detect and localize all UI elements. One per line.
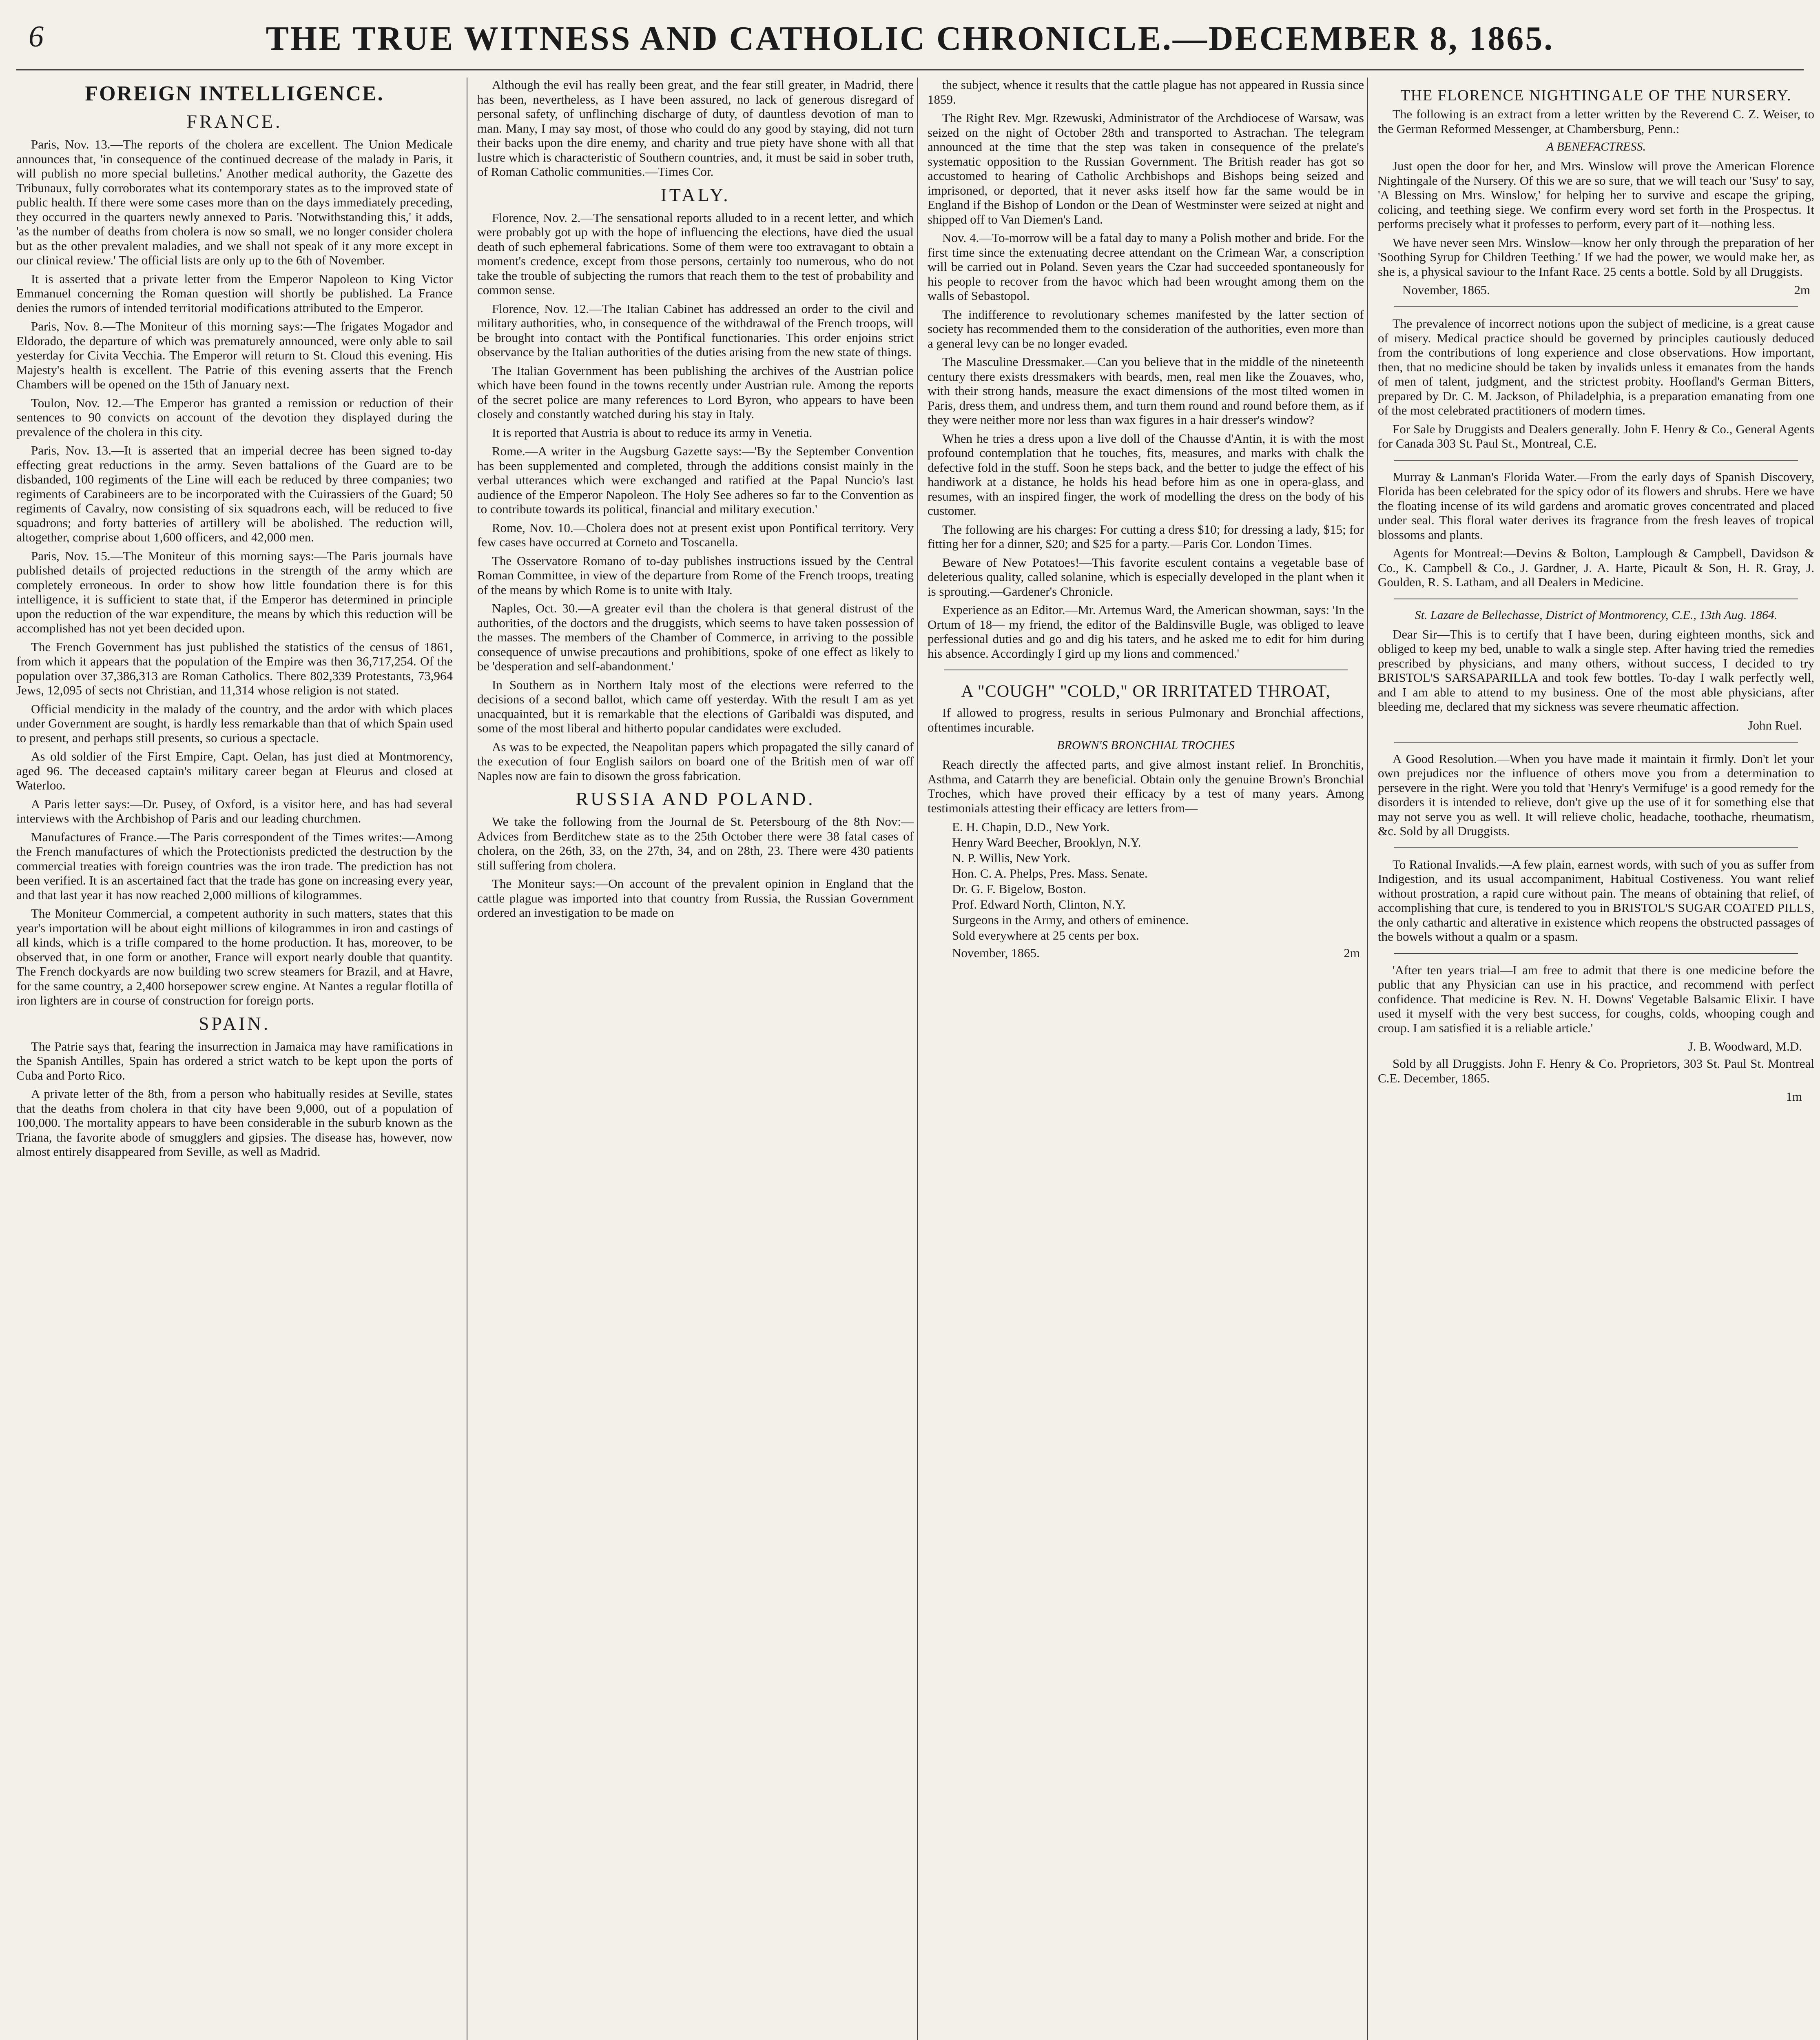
list-item: Prof. Edward North, Clinton, N.Y.: [952, 897, 1126, 911]
article-paragraph: Naples, Oct. 30.—A greater evil than the cholera is that general distrust of the authorities, of the doctors and the druggists, which seems to have taken possession of the masses. The members of the Chamber of Commerce, in arriving to the possible consequence of unwise precautions and prohibitions, spoke of one effect as likely to be 'desperation and self-abandonment.': [477, 601, 914, 673]
article-paragraph: Experience as an Editor.—Mr. Artemus Ward, the American showman, says: 'In the Ortum of 18— my friend, the editor of the Baldinsville Bugle, was obliged to leave perfessional duties and go and dig his taters, and he asked me to edit for him during his absence. Accordingly I gird up my lions and commenced.': [928, 603, 1364, 661]
ad-footer: [1402, 283, 1810, 297]
ad-paragraph: Agents for Montreal:—Devins & Bolton, Lamplough & Campbell, Davidson & Co., K. Campbell & Co., J. Gardner, J. A. Harte, Picault & Son, H. R. Gray, J. Goulden, R. S. Latham, and all Dealers in Medicine.: [1378, 546, 1814, 589]
article-paragraph: As was to be expected, the Neapolitan papers which propagated the silly canard of the execution of four English sailors on board one of the British men of war off Naples now are fain to disown the gross fabrication.: [477, 739, 914, 783]
article-paragraph: Florence, Nov. 2.—The sensational reports alluded to in a recent letter, and which were probably got up with the hope of influencing the elections, have died the usual death of such ephemeral fabrications. Some of them were too extravagant to obtain a moment's credence, except from those persons, certainly too numerous, who do not take the trouble of subjecting the rumors that reach them to the test of probability and common sense.: [477, 210, 914, 297]
heading-russia-and-poland: RUSSIA AND POLAND.: [576, 788, 815, 809]
testimonial-list: [952, 819, 1364, 943]
article-paragraph: Although the evil has really been great, and the fear still greater, in Madrid, there has been, nevertheless, as I have been assured, no lack of generous disregard of personal safety, of unflinching discharge of duty, of dauntless devotion of man to man. Many, I may say most, of those who could do any good by staying, did not turn their backs upon the dire enemy, and charity and true piety have shone with all that lustre which is characteristic of Southern countries, and, it must be said in sober truth, of Roman Catholic communities.—Times Cor.: [477, 78, 914, 179]
article-paragraph: Paris, Nov. 8.—The Moniteur of this morning says:—The frigates Mogador and Eldorado, the departure of which was prematurely announced, were only able to sail yesterday for Civita Vecchia. The Emperor will return to St. Cloud this evening. His Majesty's health is excellent. The Patrie of this evening asserts that the French Chambers will be opened on the 15th of January next.: [16, 319, 453, 391]
article-paragraph: It is asserted that a private letter from the Emperor Napoleon to King Victor Emmanuel concerning the Roman question will shortly be published. La France denies the rumors of intended territorial modifications attributed to the Emperor.: [16, 271, 453, 315]
ad-paragraph: To Rational Invalids.—A few plain, earnest words, with such of you as suffer from Indigestion, and its usual accompaniment, Habitual Costiveness. You want relief without prostration, a rapid cure without pain. The means of obtaining that relief, of accomplishing that cure, is tendered to you in BRISTOL'S SUGAR COATED PILLS, the only cathartic and alterative in existence which reopens the obstructed passages of the bowels without a qualm or a spasm.: [1378, 857, 1814, 944]
column-1: [16, 78, 453, 2040]
article-paragraph: The Osservatore Romano of to-day publishes instructions issued by the Central Roman Committee, in view of the departure from Rome of the French troops, treating of the means by which Rome is to unite with Italy.: [477, 553, 914, 597]
article-paragraph: The Moniteur says:—On account of the prevalent opinion in England that the cattle plague was imported into that country from Russia, the Russian Government ordered an investigation to be made on: [477, 876, 914, 920]
divider: [1394, 847, 1798, 848]
column-2: [467, 78, 914, 2040]
article-paragraph: The Masculine Dressmaker.—Can you believe that in the middle of the nineteenth century there exists dressmakers with beards, men, real men like the Zouaves, who, with their strong hands, measure the exact dimensions of the most tilted women in Paris, dress them, and undress them, and turn them round and round before them, as if they were neither more nor less than wax figures in a hair dresser's window?: [928, 355, 1364, 427]
article-paragraph: The indifference to revolutionary schemes manifested by the latter section of society has recommended them to the consideration of the authorities, even more than a general levy can be no longer evaded.: [928, 307, 1364, 350]
article-paragraph: It is reported that Austria is about to reduce its army in Venetia.: [492, 425, 813, 440]
heading-italy: ITALY.: [660, 184, 731, 205]
list-item: Surgeons in the Army, and others of eminence.: [952, 913, 1189, 927]
ad-paragraph: Just open the door for her, and Mrs. Winslow will prove the American Florence Nightingale of the Nursery. Of this we are so sure, that we will teach our 'Susy' to say, 'A Blessing on Mrs. Winslow,' for helping her to survive and escape the griping, colicing, and teething siege. We confirm every word set forth in the Prospectus. It performs precisely what it professes to perform, every part of it—nothing less.: [1378, 159, 1814, 231]
ad-code: 1m: [1786, 1089, 1802, 1104]
newspaper-title: THE TRUE WITNESS AND CATHOLIC CHRONICLE.—DECEMBER 8, 1865.: [266, 20, 1554, 58]
article-paragraph: The Italian Government has been publishing the archives of the Austrian police which have been found in the towns recently under Austrian rule. Among the reports of the secret police are many references to Lord Byron, who appears to have been closely and constantly watched during his stay in Italy.: [477, 363, 914, 421]
list-item: Sold everywhere at 25 cents per box.: [952, 928, 1139, 942]
ad-paragraph: The following is an extract from a letter written by the Reverend C. Z. Weiser, to the German Reformed Messenger, at Chambersburg, Penn.:: [1378, 107, 1814, 136]
column-4: [1367, 78, 1814, 2040]
ad-paragraph: For Sale by Druggists and Dealers generally. John F. Henry & Co., General Agents for Canada 303 St. Paul St., Montreal, C.E.: [1378, 421, 1814, 450]
masthead: [16, 8, 1804, 71]
ad-paragraph: Murray & Lanman's Florida Water.—From the early days of Spanish Discovery, Florida has been celebrated for the spicy odor of its flowers and shrubs. Here we have the floating incense of its wild gardens and aromatic groves concentrated and placed under seal. This floral water derives its fragrance from the fresh leaves of tropical blossoms and plants.: [1378, 469, 1814, 542]
section-title-foreign-intelligence: FOREIGN INTELLIGENCE.: [85, 82, 384, 105]
list-item: Dr. G. F. Bigelow, Boston.: [952, 882, 1086, 896]
ad-paragraph: If allowed to progress, results in serious Pulmonary and Bronchial affections, oftentimes incurable.: [928, 705, 1364, 734]
ad-paragraph: We have never seen Mrs. Winslow—know her only through the preparation of her 'Soothing Syrup for Children Teething.' If we had the power, we would make her, as she is, a physical saviour to the Infant Race. 25 cents a bottle. Sold by all Druggists.: [1378, 235, 1814, 279]
ad-date: November, 1865.: [1402, 283, 1490, 297]
heading-france: FRANCE.: [186, 111, 283, 132]
ad-paragraph: Sold by all Druggists. John F. Henry & Co. Proprietors, 303 St. Paul St. Montreal C.E. December, 1865.: [1378, 1056, 1814, 1085]
newspaper-page: [16, 8, 1814, 2040]
article-paragraph: A private letter of the 8th, from a person who habitually resides at Seville, states that the deaths from cholera in that city have been 9,000, out of a population of 100,000. The mortality appears to have been considerable in the suburb known as the Triana, the favorite abode of smugglers and gipsies. The disease has, however, now almost entirely disappeared from Seville, as well as Madrid.: [16, 1087, 453, 1159]
article-paragraph: The French Government has just published the statistics of the census of 1861, from which it appears that the population of the Empire was then 36,717,254. Of the population over 37,386,313 are Roman Catholics. There 802,339 Protestants, 73,964 Jews, 12,095 of sects not Christian, and 11,314 whose religion is not stated.: [16, 639, 453, 697]
article-paragraph: When he tries a dress upon a live doll of the Chausse d'Antin, it is with the most profound contemplation that he touches, fits, measures, and marks with chalk the defective fold in the stuff. Soon he steps back, and the better to judge the effect of his handiwork at a distance, he holds his head before him as one in opera-glass, and resumes, with an inspired finger, the work of modelling the dress on the body of his customer.: [928, 431, 1364, 518]
article-paragraph: The Right Rev. Mgr. Rzewuski, Administrator of the Archdiocese of Warsaw, was seized on the night of October 28th and transported to Astrachan. The telegram announced at the time that the step was taken in consequence of the prelate's systematic opposition to the Russian Government. The British reader has got so accustomed to hearing of Catholic Archbishops and Bishops being seized and imprisoned, or deported, that it never asks itself how far the same would be in England if the Bishop of London or the Dean of Westminster were seized at night and shipped off to Van Diemen's Land.: [928, 111, 1364, 226]
columns: [16, 78, 1814, 2040]
ad-paragraph: The prevalence of incorrect notions upon the subject of medicine, is a great cause of misery. Medical practice should be governed by principles cautiously deduced from the contributions of long experience and close observations. How important, then, that no medicine should be taken by invalids unless it emanates from the hands of men of talent, judgment, and the strictest probity. Hoofland's German Bitters, prepared by Dr. C. M. Jackson, of Philadelphia, is a preparation emanating from one of the most celebrated practitioners of modern times.: [1378, 316, 1814, 417]
ad-title-florence-nightingale: THE FLORENCE NIGHTINGALE OF THE NURSERY.: [1400, 87, 1792, 104]
ad-date: November, 1865.: [952, 946, 1040, 960]
article-paragraph: Florence, Nov. 12.—The Italian Cabinet has addressed an order to the civil and military authorities, who, in consequence of the withdrawal of the French troops, will be brought into contact with the Pontifical functionaries. This order enjoins strict observance by the Italian authorities of the duties arising from the new state of things.: [477, 301, 914, 359]
list-item: N. P. Willis, New York.: [952, 851, 1071, 865]
signature: John Ruel.: [1748, 718, 1802, 732]
ad-subtitle-brown-troches: BROWN'S BRONCHIAL TROCHES: [1057, 738, 1235, 752]
article-paragraph: The following are his charges: For cutting a dress $10; for dressing a lady, $15; for fitting her for a dinner, $20; and $25 for a party.—Paris Cor. London Times.: [928, 522, 1364, 551]
ad-paragraph: Dear Sir—This is to certify that I have been, during eighteen months, sick and obliged to keep my bed, unable to walk a single step. After having tried the remedies prescribed by physicians, and many others, without success, I decided to try BRISTOL'S SARSAPARILLA and took few bottles. To-day I walk perfectly well, and I am able to attend to my business. One of the most able physicians, after bleeding me, declared that my sickness was severe rheumatic affection.: [1378, 627, 1814, 714]
ad-subtitle-benefactress: A BENEFACTRESS.: [1546, 140, 1646, 153]
article-paragraph: Rome.—A writer in the Augsburg Gazette says:—'By the September Convention has been supplemented and completed, through the additions consist mainly in the verbal utterances which were exchanged and ratified at the Papal Nuncio's last audience of the Emperor Napoleon. The Holy See adheres so far to the Convention as to contribute towards its political, financial and military execution.': [477, 444, 914, 516]
article-paragraph: A Paris letter says:—Dr. Pusey, of Oxford, is a visitor here, and has had several interviews with the Archbishop of Paris and our leading churchmen.: [16, 796, 453, 825]
ad-paragraph: A Good Resolution.—When you have made it maintain it firmly. Don't let your own prejudices nor the influence of others move you from a determination to persevere in the right. Were you told that 'Henry's Vermifuge' is a good remedy for the disorders it is intended to relieve, don't give up the use of it for something else that may not serve you as well. It will relieve cholic, headache, toothache, rheumatism, &c. Sold by all Druggists.: [1378, 751, 1814, 838]
article-paragraph: Manufactures of France.—The Paris correspondent of the Times writes:—Among the French manufactures of which the Protectionists predicted the destruction by the commercial treaties with foreign countries was the iron trade. The prediction has not been verified. It is an ascertained fact that the trade has gone on increasing every year, and that last year it has now reached 2,000 millions of kilogrammes.: [16, 829, 453, 902]
article-paragraph: Rome, Nov. 10.—Cholera does not at present exist upon Pontifical territory. Very few cases have occurred at Corneto and Toscanella.: [477, 520, 914, 549]
article-paragraph: Toulon, Nov. 12.—The Emperor has granted a remission or reduction of their sentences to 90 convicts on account of the devotion they displayed during the prevalence of the cholera in this city.: [16, 395, 453, 439]
ad-title-cough-cold: A "COUGH" "COLD," OR IRRITATED THROAT,: [961, 682, 1331, 701]
article-paragraph: As old soldier of the First Empire, Capt. Oelan, has just died at Montmorency, aged 96. The deceased captain's military career began at Fleurus and closed at Waterloo.: [16, 749, 453, 792]
divider: [1394, 953, 1798, 954]
column-3: [917, 78, 1364, 2040]
page-number: 6: [29, 20, 44, 53]
article-paragraph: The Moniteur Commercial, a competent authority in such matters, states that this year's importation will be about eight millions of kilogrammes in iron and castings of all kinds, which is a trifle compared to the home production. It has, moreover, to be observed that, in one form or another, France will export nearly double that quantity. The French dockyards are now building two screw steamers for Brazil, and at Havre, for the same country, a 2,400 horsepower screw engine. At Nantes a regular flotilla of iron lighters are in course of construction for foreign ports.: [16, 906, 453, 1007]
list-item: E. H. Chapin, D.D., New York.: [952, 820, 1110, 834]
article-paragraph: We take the following from the Journal de St. Petersbourg of the 8th Nov:—Advices from Berditchew state as to the 25th October there were 38 fatal cases of cholera, on the 26th, 33, on the 27th, 34, and on 28th, 23. There were 430 patients still suffering from cholera.: [477, 814, 914, 872]
article-paragraph: Paris, Nov. 15.—The Moniteur of this morning says:—The Paris journals have published details of projected reductions in the strength of the army which are completely erroneous. In order to show how little foundation there is for this intelligence, it is sufficient to state that, if the Emperor has determined in principle upon the reduction of the war expenditure, the means by which this reduction will be accomplished has not yet been decided upon.: [16, 548, 453, 635]
divider: [1394, 306, 1798, 307]
article-paragraph: Paris, Nov. 13.—It is asserted that an imperial decree has been signed to-day effecting great reductions in the army. Seven battalions of the Guard are to be disbanded, 100 regiments of the Line will each be reduced by three companies; two regiments of Carabineers are to be incorporated with the Cuirassiers of the Guard; 50 regiments of Cavalry, now consisting of six squadrons each, will be reduced to five squadrons; and forty batteries of artillery will be abolished. The reduction will, altogether, comprise about 1,600 officers, and 42,000 men.: [16, 443, 453, 544]
divider: [1394, 460, 1798, 461]
ad-paragraph: 'After ten years trial—I am free to admit that there is one medicine before the public that any Physician can use in his practice, and recommend with perfect confidence. That medicine is Rev. N. H. Downs' Vegetable Balsamic Elixir. I have used it myself with the very best success, for coughs, colds, whooping cough and croup. I am satisfied it is a reliable article.': [1378, 962, 1814, 1035]
divider: [1394, 742, 1798, 743]
article-paragraph: Official mendicity in the malady of the country, and the ardor with which places under Government are sought, is hardly less remarkable than that of which Spain used to present, and perhaps still presents, so curious a spectacle.: [16, 701, 453, 745]
heading-spain: SPAIN.: [198, 1013, 271, 1034]
article-paragraph: The Patrie says that, fearing the insurrection in Jamaica may have ramifications in the Spanish Antilles, Spain has ordered a strict watch to be kept upon the ports of Cuba and Porto Rico.: [16, 1039, 453, 1082]
article-paragraph: Nov. 4.—To-morrow will be a fatal day to many a Polish mother and bride. For the first time since the extenuating decree attendant on the Crimean War, a conscription will be carried out in Poland. Seven years the Czar had succeeded spontaneously for his people to recover from the havoc which had been wrought among them on the walls of Sebastopol.: [928, 231, 1364, 303]
article-paragraph: In Southern as in Northern Italy most of the elections were referred to the decisions of a second ballot, which came off yesterday. With the result I am as yet unacquainted, but it is remarkable that the elections of Garibaldi was disputed, and some of the most liberal and hitherto popular candidates were excluded.: [477, 677, 914, 735]
list-item: Henry Ward Beecher, Brooklyn, N.Y.: [952, 835, 1141, 849]
ad-code: 2m: [1794, 283, 1810, 297]
signature: J. B. Woodward, M.D.: [1688, 1039, 1802, 1053]
ad-place-dateline: St. Lazare de Bellechasse, District of Montmorency, C.E., 13th Aug. 1864.: [1415, 608, 1778, 622]
article-paragraph: Paris, Nov. 13.—The reports of the cholera are excellent. The Union Medicale announces that, 'in consequence of the continued decrease of the malady in Paris, it will publish no more special bulletins.' Another medical authority, the Gazette des Tribunaux, fully corroborates what its contemporary states as to the improved state of public health. If there were some cases more than on the days immediately preceding, they occurred in the quarters newly annexed to Paris. 'Notwithstanding this,' it adds, 'as the number of deaths from cholera is now so small, we no longer consider cholera but as the other prevalent maladies, and we shall not speak of it any more except in our clinical review.' The official lists are only up to the 6th of November.: [16, 137, 453, 267]
ad-paragraph: Reach directly the affected parts, and give almost instant relief. In Bronchitis, Asthma, and Catarrh they are beneficial. Obtain only the genuine Brown's Bronchial Troches, which have proved their efficacy by a test of many years. Among testimonials attesting their efficacy are letters from—: [928, 757, 1364, 815]
ad-code: 2m: [1344, 946, 1360, 960]
article-paragraph: the subject, whence it results that the cattle plague has not appeared in Russia since 1859.: [928, 78, 1364, 106]
ad-footer: [952, 946, 1360, 960]
list-item: Hon. C. A. Phelps, Pres. Mass. Senate.: [952, 866, 1148, 880]
article-paragraph: Beware of New Potatoes!—This favorite esculent contains a vegetable base of deleterious quality, called solanine, which is especially developed in the plant when it is sprouting.—Gardener's Chronicle.: [928, 555, 1364, 599]
